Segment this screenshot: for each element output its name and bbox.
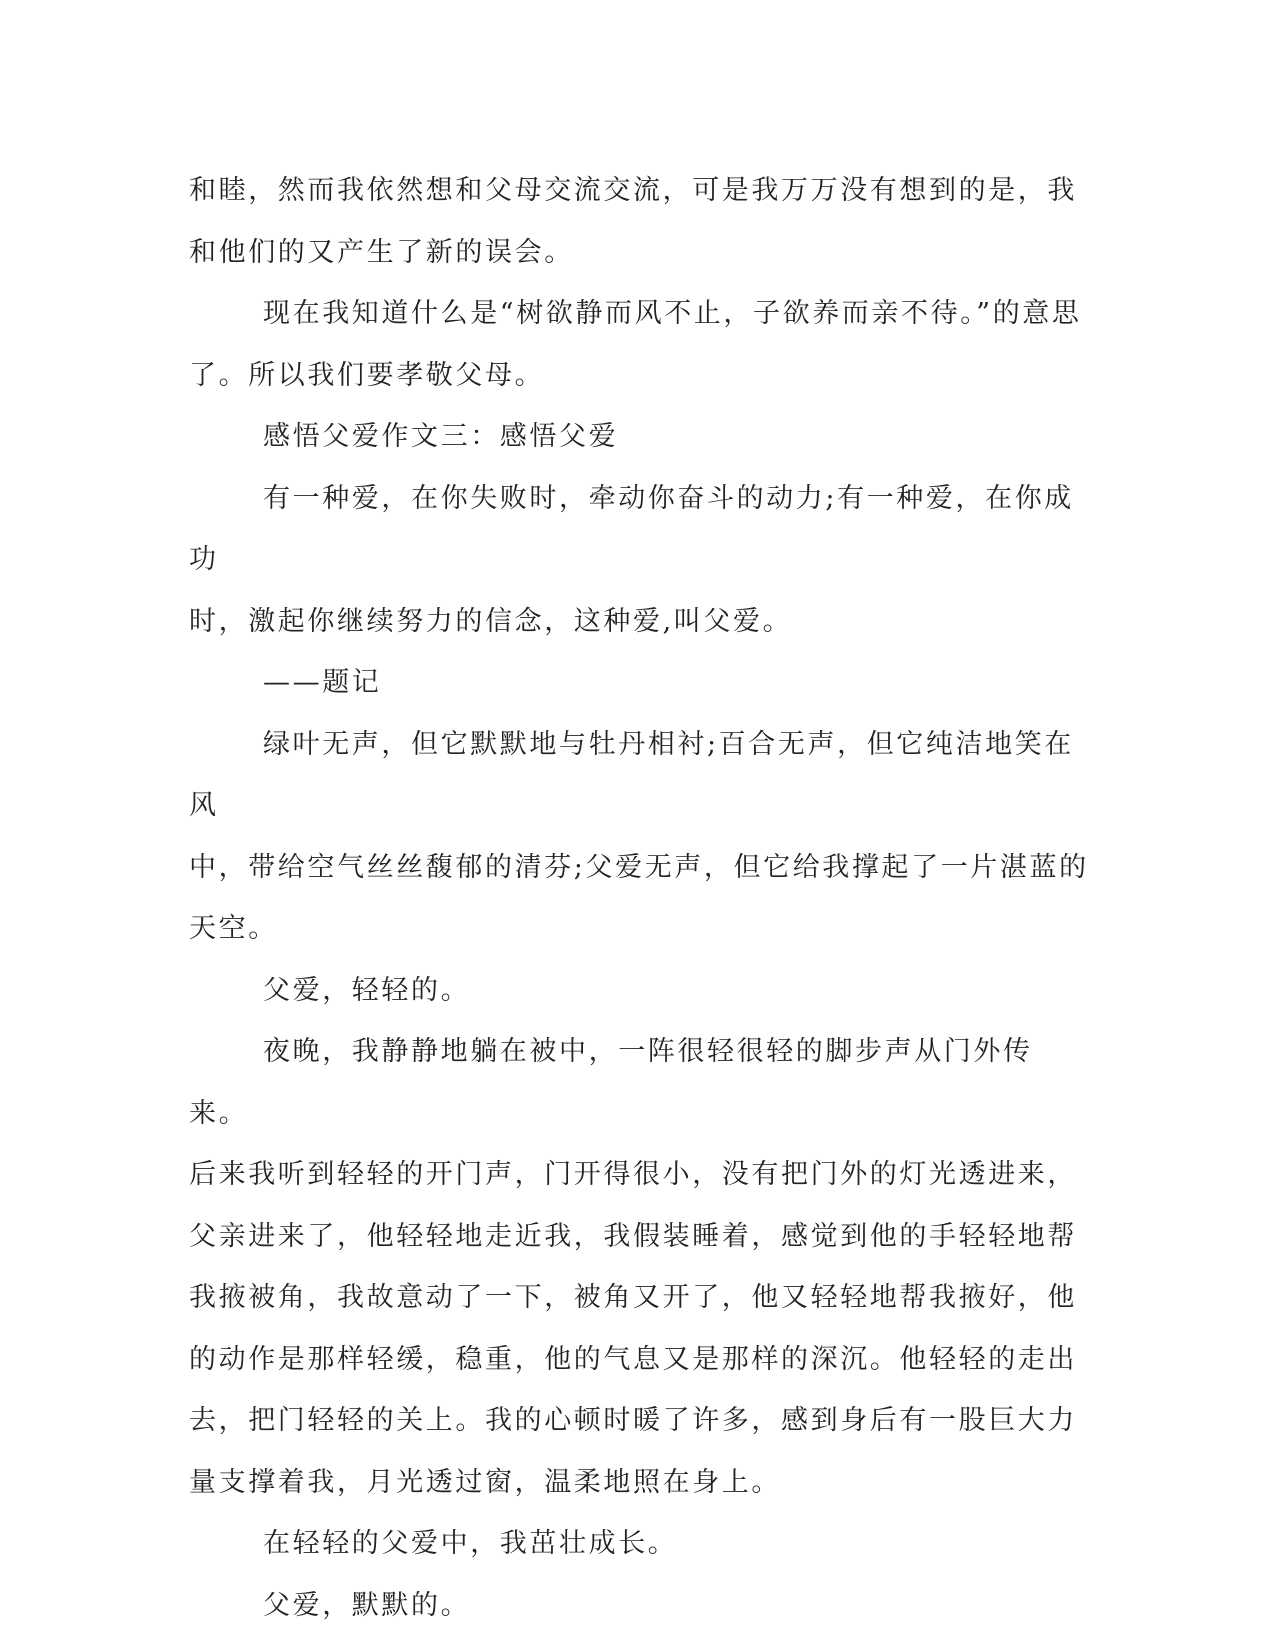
paragraph-epigraph: 有一种爱，在你失败时，牵动你奋斗的动力;有一种爱，在你成功 时，激起你继续努力的信念，这种爱,叫父爱。 <box>189 482 1074 637</box>
paragraph-5: 夜晚，我静静地躺在被中，一阵很轻很轻的脚步声从门外传来。 后来我听到轻轻的开门声，门开得很小，没有把门外的灯光透进来， 父亲进来了，他轻轻地走近我，我假装睡着，感觉到他的手轻轻地帮 我掖被角，我故意动了一下，被角又开了，他又轻轻地帮我掖好，他 的动作是那样轻缓，稳重，他的气息又是那样的深沉。他轻轻的走出 去，把门轻轻的关上。我的心顿时暖了许多，感到身后有一股巨大力 量支撑着我，月光透过窗，温柔地照在身上。 <box>189 1036 1077 1498</box>
document-body <box>189 160 1089 1636</box>
paragraph-4: 父爱，轻轻的。 <box>263 974 471 1006</box>
paragraph-1: 和睦，然而我依然想和父母交流交流，可是我万万没有想到的是，我 和他们的又产生了新的误会。 <box>189 175 1077 268</box>
section-heading: 感悟父爱作文三：感悟父爱 <box>263 421 619 452</box>
epigraph-attribution: ——题记 <box>263 667 382 698</box>
paragraph-7: 父爱，默默的。 <box>263 1589 471 1621</box>
paragraph-6: 在轻轻的父爱中，我茁壮成长。 <box>263 1528 678 1559</box>
paragraph-2: 现在我知道什么是“树欲静而风不止，子欲养而亲不待。”的意思 了。所以我们要孝敬父母。 <box>189 298 1082 391</box>
paragraph-3: 绿叶无声，但它默默地与牡丹相衬;百合无声，但它纯洁地笑在风 中，带给空气丝丝馥郁的清芬;父爱无声，但它给我撑起了一片湛蓝的 天空。 <box>189 728 1089 944</box>
